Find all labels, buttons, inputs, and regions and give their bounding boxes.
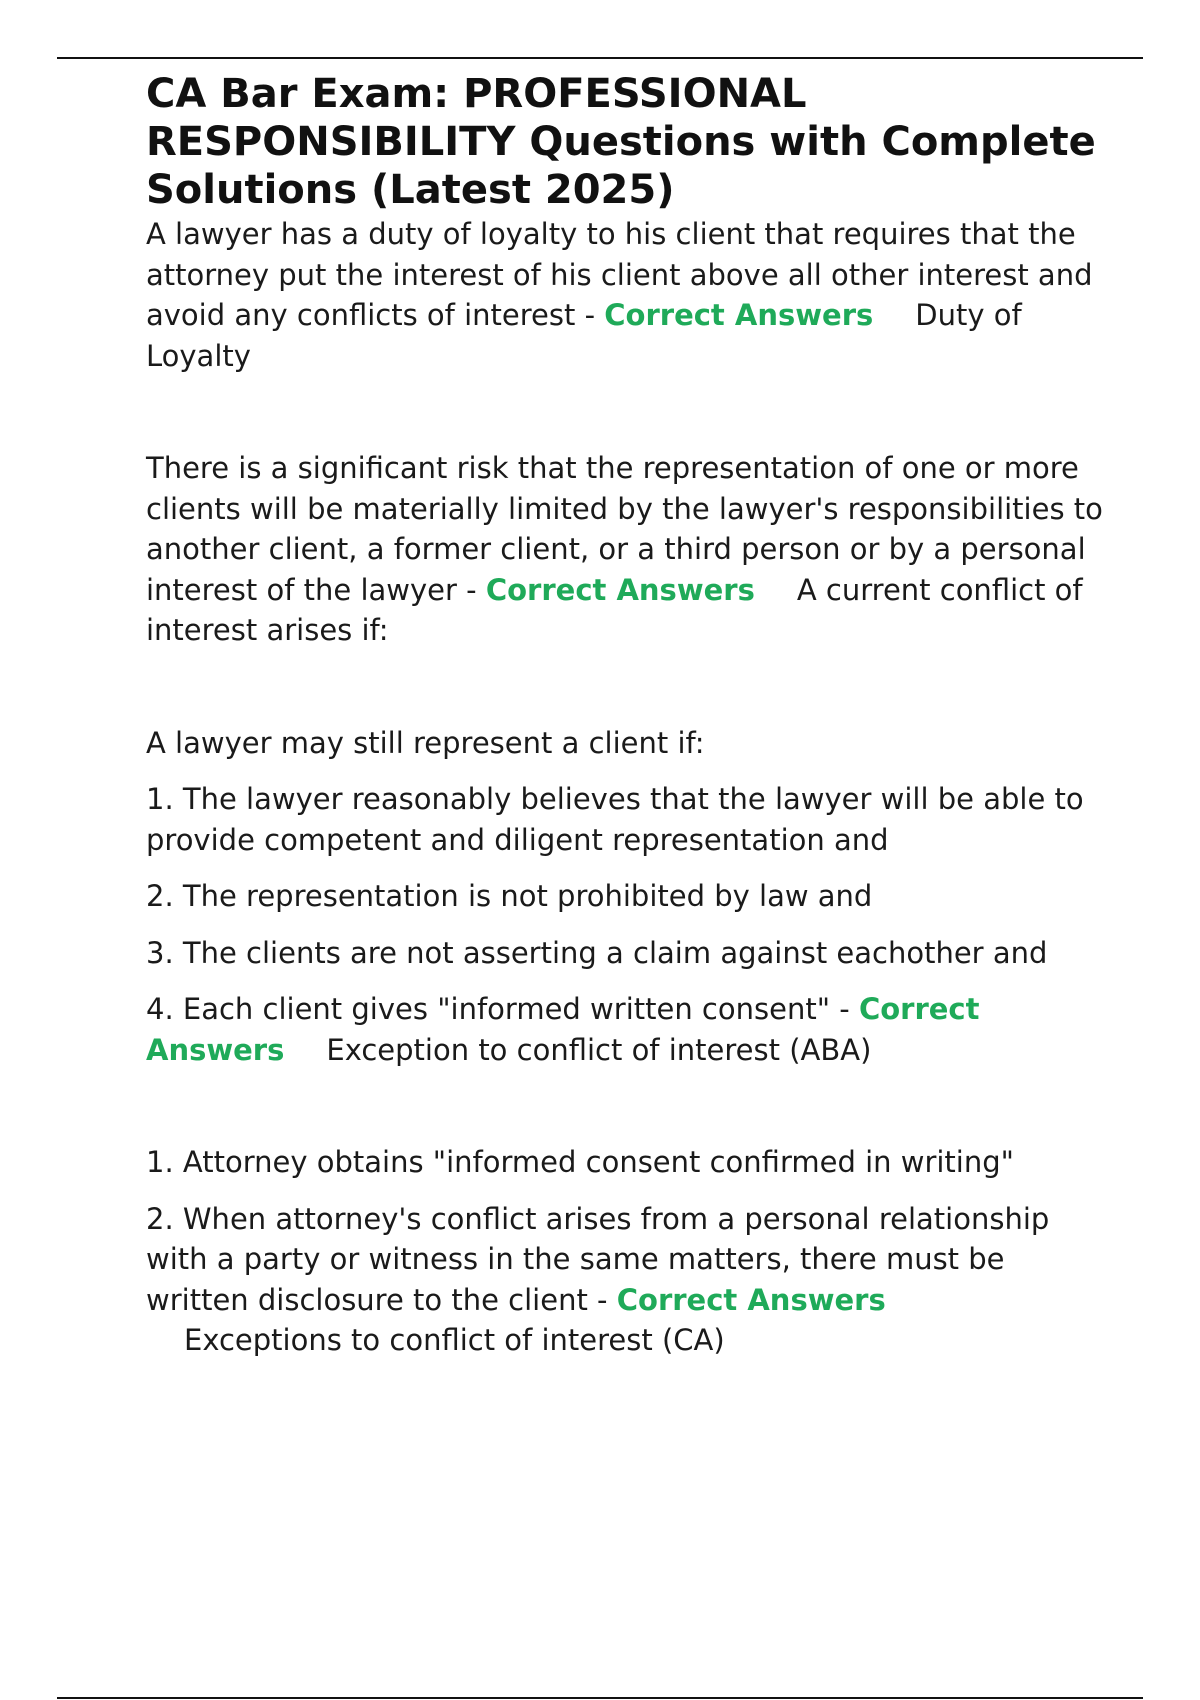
bottom-rule: [57, 1697, 1143, 1699]
list-item: 1. The lawyer reasonably believes that the lawyer will be able to provide competent and diligent representation and: [146, 782, 1084, 857]
answer-text: Exception to conflict of interest (ABA): [326, 1032, 872, 1067]
document-body: [146, 70, 1106, 1361]
question-text: 4. Each client gives "informed written consent" -: [146, 992, 850, 1026]
question-text: 2. When attorney's conflict arises from a personal relationship with a party or witness in the same matters, there must be written disclosure to the client -: [146, 1201, 1050, 1317]
qa-item-exception-ca: [146, 1142, 1106, 1361]
qa-item-duty-of-loyalty: [146, 214, 1106, 376]
list-item: [146, 989, 1106, 1070]
correct-answers-label: Correct Answers: [146, 992, 980, 1067]
list-item: [146, 1199, 1106, 1361]
answer-text: A current conflict of interest arises if:: [146, 572, 1083, 647]
document-title: CA Bar Exam: PROFESSIONAL RESPONSIBILITY Questions with Complete Solutions (Latest 2025): [146, 71, 1096, 213]
answer-text: Exceptions to conflict of interest (CA): [184, 1323, 725, 1357]
correct-answers-label: Correct Answers: [604, 298, 874, 332]
qa-item-current-conflict: [146, 448, 1106, 651]
list-item: 3. The clients are not asserting a claim against eachother and: [146, 935, 1048, 970]
question-text: A lawyer has a duty of loyalty to his client that requires that the attorney put the interest of his client above all other interest and avoid any conflicts of interest -: [146, 217, 1093, 332]
top-rule: [57, 57, 1143, 59]
list-item: 1. Attorney obtains "informed consent confirmed in writing": [146, 1145, 1014, 1179]
list-item: 2. The representation is not prohibited by law and: [146, 879, 873, 913]
qa-item-exception-aba: [146, 723, 1106, 1071]
answer-text: Duty of Loyalty: [146, 298, 1022, 373]
correct-answers-label: Correct Answers: [616, 1282, 886, 1317]
correct-answers-label: Correct Answers: [485, 572, 755, 607]
list-intro: A lawyer may still represent a client if:: [146, 725, 705, 760]
question-text: There is a significant risk that the representation of one or more clients will be materially limited by the lawyer's responsibilities to another client, a former client, or a third person or by a personal interest of the lawyer -: [146, 451, 1103, 607]
